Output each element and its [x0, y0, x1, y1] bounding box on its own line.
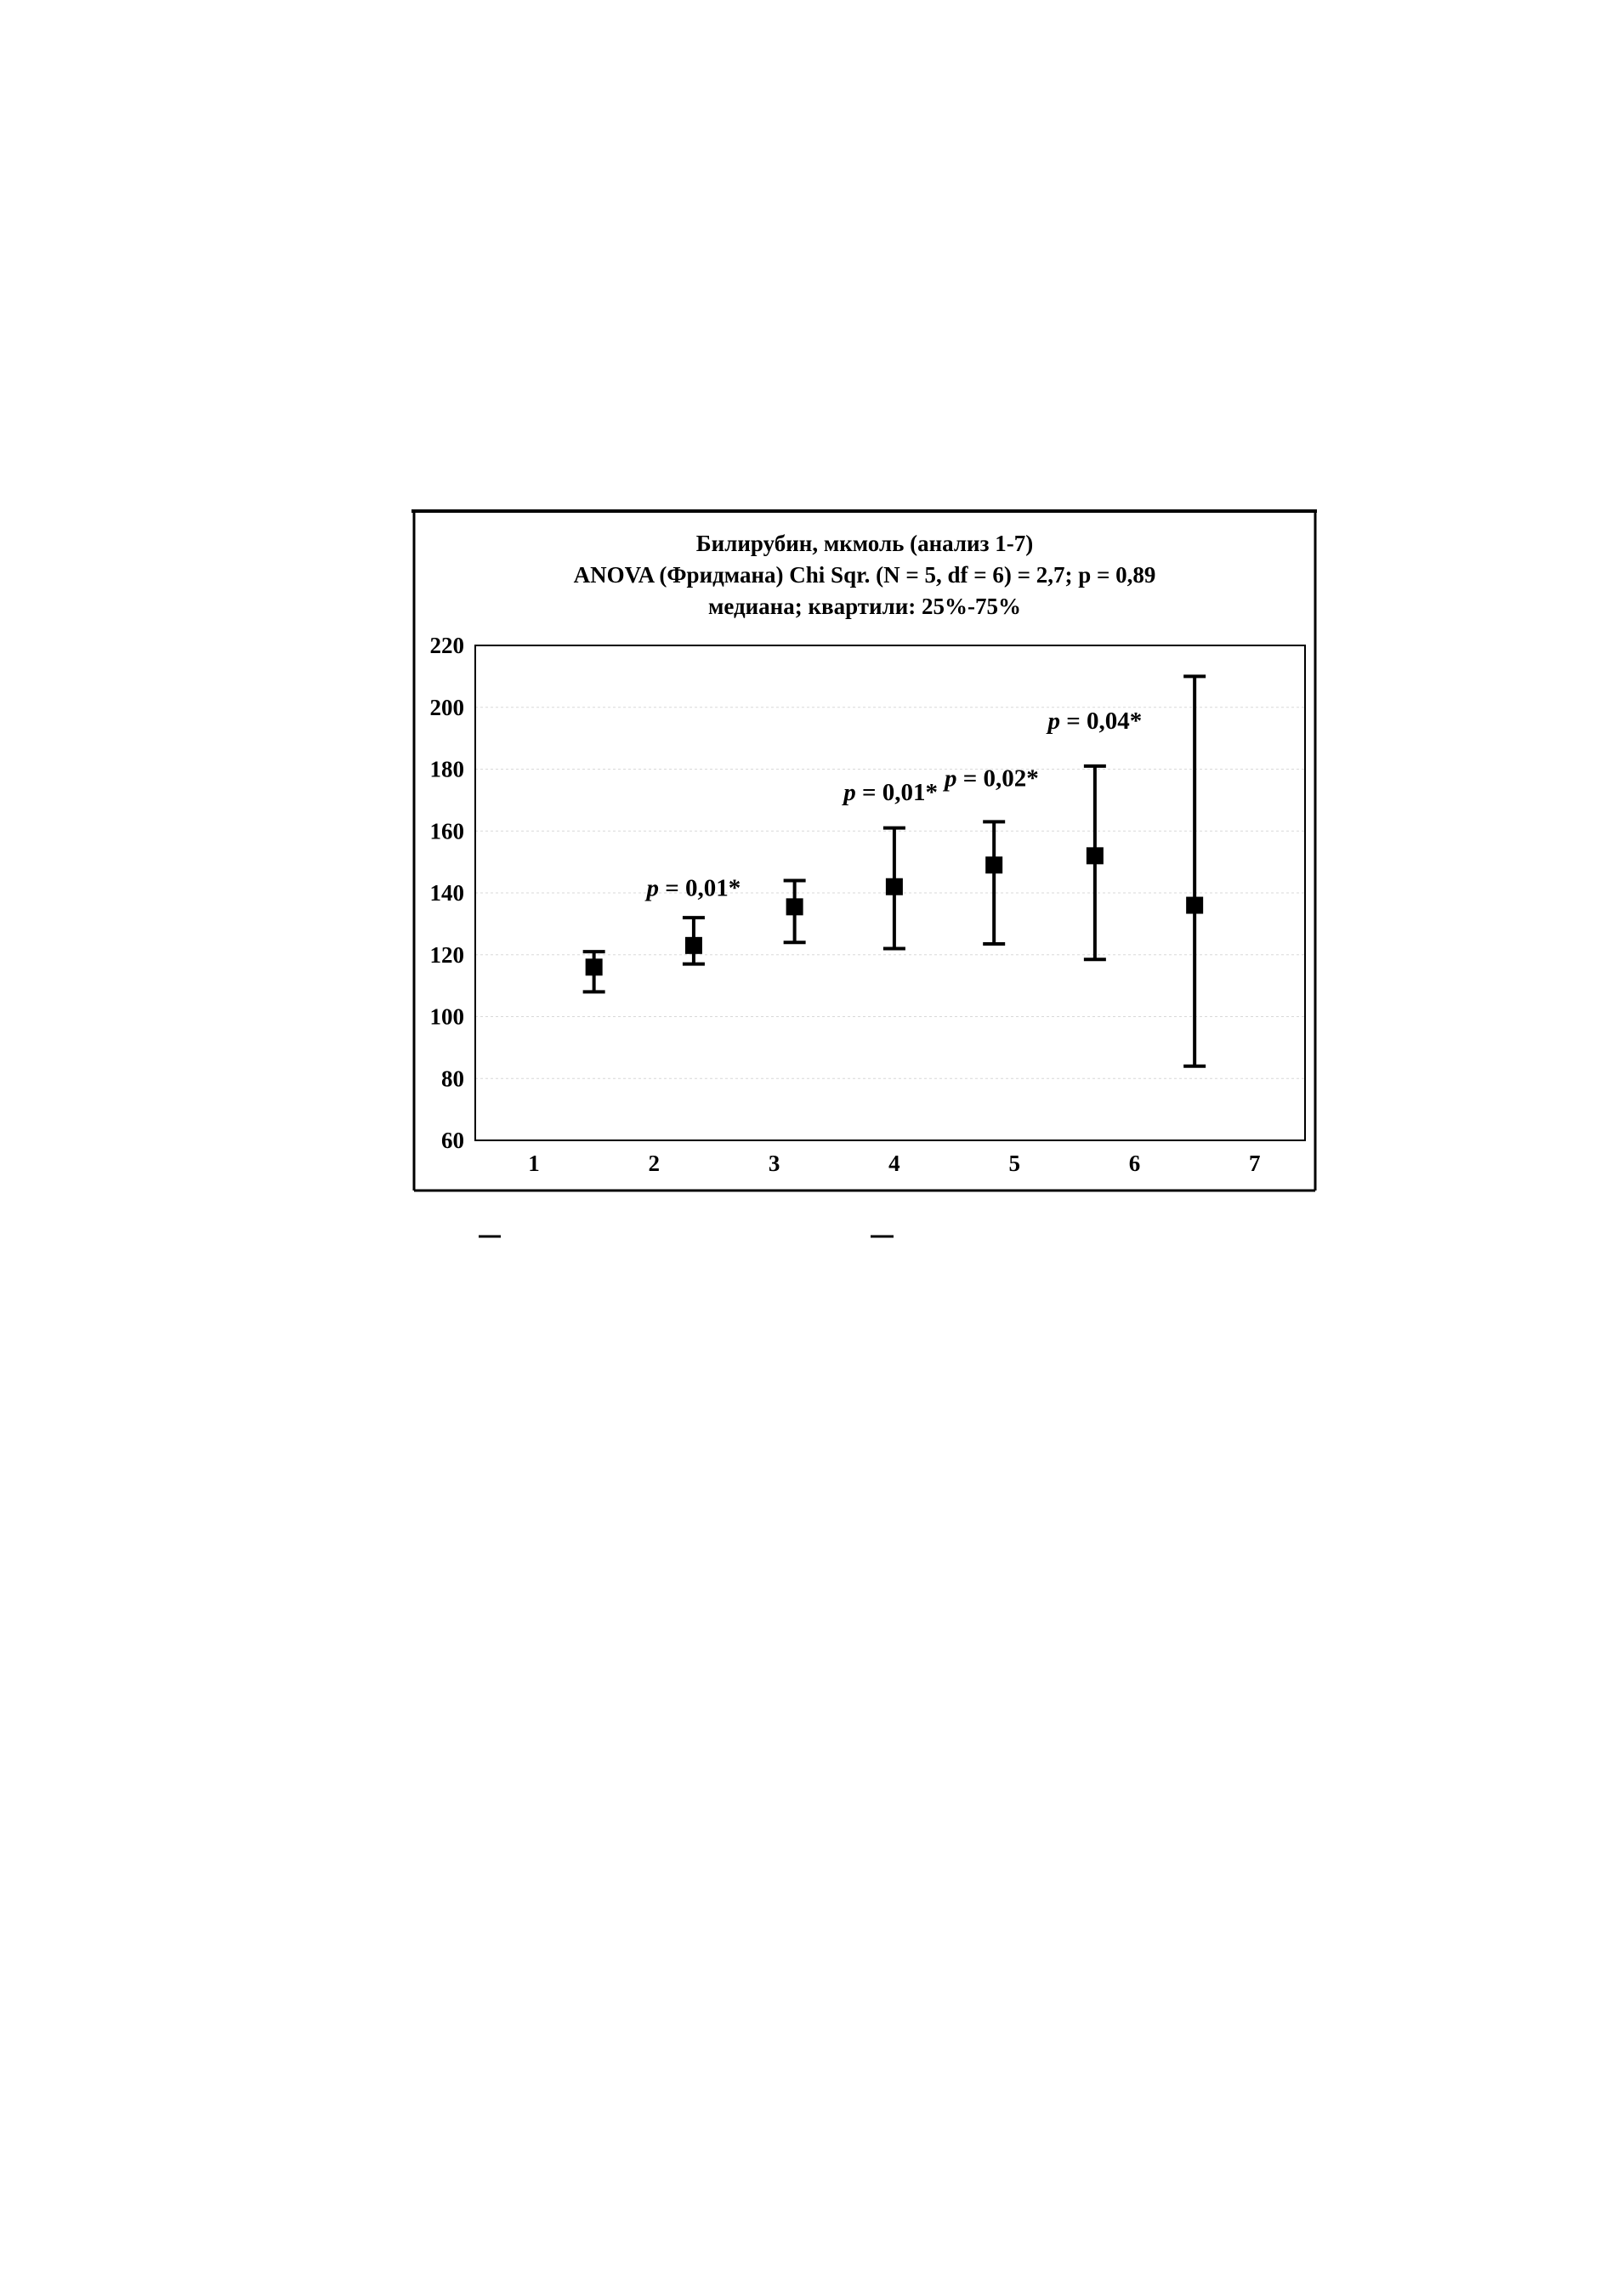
y-tick-label: 60 — [441, 1128, 464, 1153]
y-tick-label: 80 — [441, 1066, 464, 1092]
x-tick-label: 1 — [528, 1151, 540, 1176]
p-value-annotation: p = 0,01* — [843, 778, 939, 806]
median-marker — [786, 898, 803, 915]
y-tick-label: 200 — [429, 694, 464, 720]
y-tick-label: 140 — [429, 880, 464, 906]
p-value-annotation: p = 0,04* — [1047, 708, 1143, 736]
x-tick-label: 4 — [888, 1151, 900, 1176]
x-tick-label: 3 — [768, 1151, 780, 1176]
p-value-annotation: p = 0,02* — [944, 764, 1039, 793]
y-tick-label: 100 — [429, 1003, 464, 1030]
median-marker — [586, 958, 603, 975]
y-tick-label: 220 — [429, 633, 464, 658]
chart-title-line-1: Билирубин, мкмоль (анализ 1-7) — [695, 531, 1034, 556]
median-marker — [985, 856, 1002, 873]
y-tick-label: 180 — [429, 756, 464, 782]
median-marker — [1087, 847, 1104, 864]
x-tick-label: 6 — [1128, 1151, 1141, 1176]
median-marker — [685, 937, 702, 954]
x-tick-label: 7 — [1249, 1151, 1261, 1176]
y-tick-label: 160 — [429, 818, 464, 844]
median-marker — [886, 878, 903, 895]
chart-title-line-3: медиана; квартили: 25%-75% — [707, 594, 1022, 619]
chart-title-line-2: ANOVA (Фридмана) Chi Sqr. (N = 5, df = 6) = 2,7; p = 0,89 — [573, 562, 1156, 588]
median-marker — [1186, 897, 1203, 914]
p-value-annotation: p = 0,01* — [646, 874, 741, 902]
x-tick-label: 5 — [1008, 1151, 1020, 1176]
x-tick-label: 2 — [648, 1151, 661, 1176]
x-axis-tick-labels — [528, 1151, 1260, 1176]
y-tick-label: 120 — [429, 941, 464, 968]
y-axis-tick-labels — [430, 633, 465, 1153]
